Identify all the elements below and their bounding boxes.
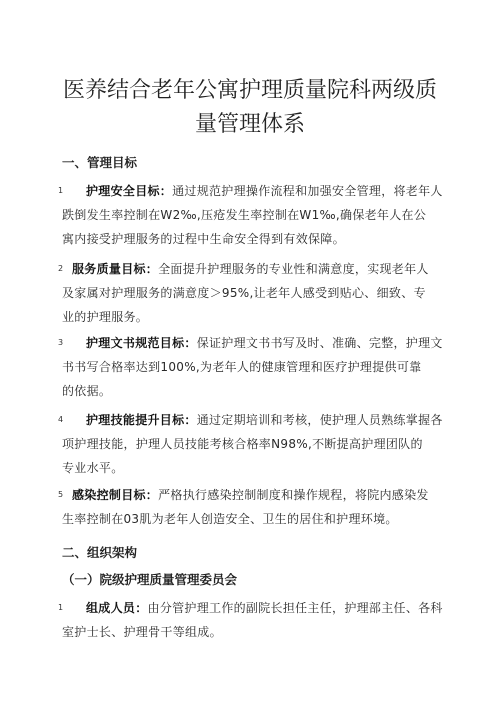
item-number: 2 <box>58 264 64 273</box>
section-heading-management-goals: 一、管理目标 <box>62 155 138 170</box>
item-label: 服务质量目标： <box>72 262 159 276</box>
item-line: 及家属对护理服务的满意度＞95%,让老年人感受到贴心、细致、专 <box>62 286 426 300</box>
item-line <box>72 258 429 280</box>
item-text: 全面提升护理服务的专业性和满意度，实现老年人 <box>158 262 429 276</box>
item-line <box>86 332 443 354</box>
document-title-line-2: 量管理体系 <box>194 112 305 137</box>
item-label: 护理文书规范目标： <box>86 336 197 350</box>
item-label: 护理安全目标： <box>86 184 173 198</box>
item-text: 保证护理文书书写及时、准确、完整，护理文 <box>196 336 443 350</box>
item-line: 室护士长、护理骨干等组成。 <box>62 625 222 639</box>
item-text: 严格执行感染控制制度和操作规程，将院内感染发 <box>158 488 429 502</box>
item-text: 通过定期培训和考核，使护理人员熟练掌握各 <box>196 413 443 427</box>
item-line: 生率控制在03肌为老年人创造安全、卫生的居住和护理环境。 <box>62 512 398 526</box>
item-number: 4 <box>58 415 64 424</box>
item-line <box>86 409 443 431</box>
item-line: 跌倒发生率控制在W2‰,压疮发生率控制在W1‰,确保老年人在公 <box>62 208 427 222</box>
section-heading-organization: 二、组织架构 <box>62 545 138 560</box>
item-line <box>86 597 443 619</box>
item-line: 书书写合格率达到100%,为老年人的健康管理和医疗护理提供可靠 <box>62 360 422 374</box>
item-number: 1 <box>58 186 64 195</box>
item-text: 通过规范护理操作流程和加强安全管理，将老年人 <box>172 184 443 198</box>
item-text: 由分管护理工作的副院长担任主任，护理部主任、各科 <box>147 601 443 615</box>
item-line: 业的护理服务。 <box>62 310 149 324</box>
item-label: 护理技能提升目标： <box>86 413 197 427</box>
item-label: 组成人员： <box>86 601 148 615</box>
item-number: 5 <box>58 490 64 499</box>
item-line: 专业水平。 <box>62 461 124 475</box>
subsection-heading-committee: （一）院级护理质量管理委员会 <box>62 572 238 587</box>
item-line <box>72 484 429 506</box>
item-number: 1 <box>58 603 64 612</box>
item-line: 的依据。 <box>62 384 112 398</box>
item-line: 寓内接受护理服务的过程中生命安全得到有效保障。 <box>62 232 345 246</box>
item-label: 感染控制目标： <box>72 488 159 502</box>
item-number: 3 <box>58 338 64 347</box>
item-line: 项护理技能，护理人员技能考核合格率N98%,不断提高护理团队的 <box>62 437 423 451</box>
item-line <box>86 180 443 202</box>
document-title-line-1: 医养结合老年公寓护理质量院科两级质 <box>62 78 437 103</box>
